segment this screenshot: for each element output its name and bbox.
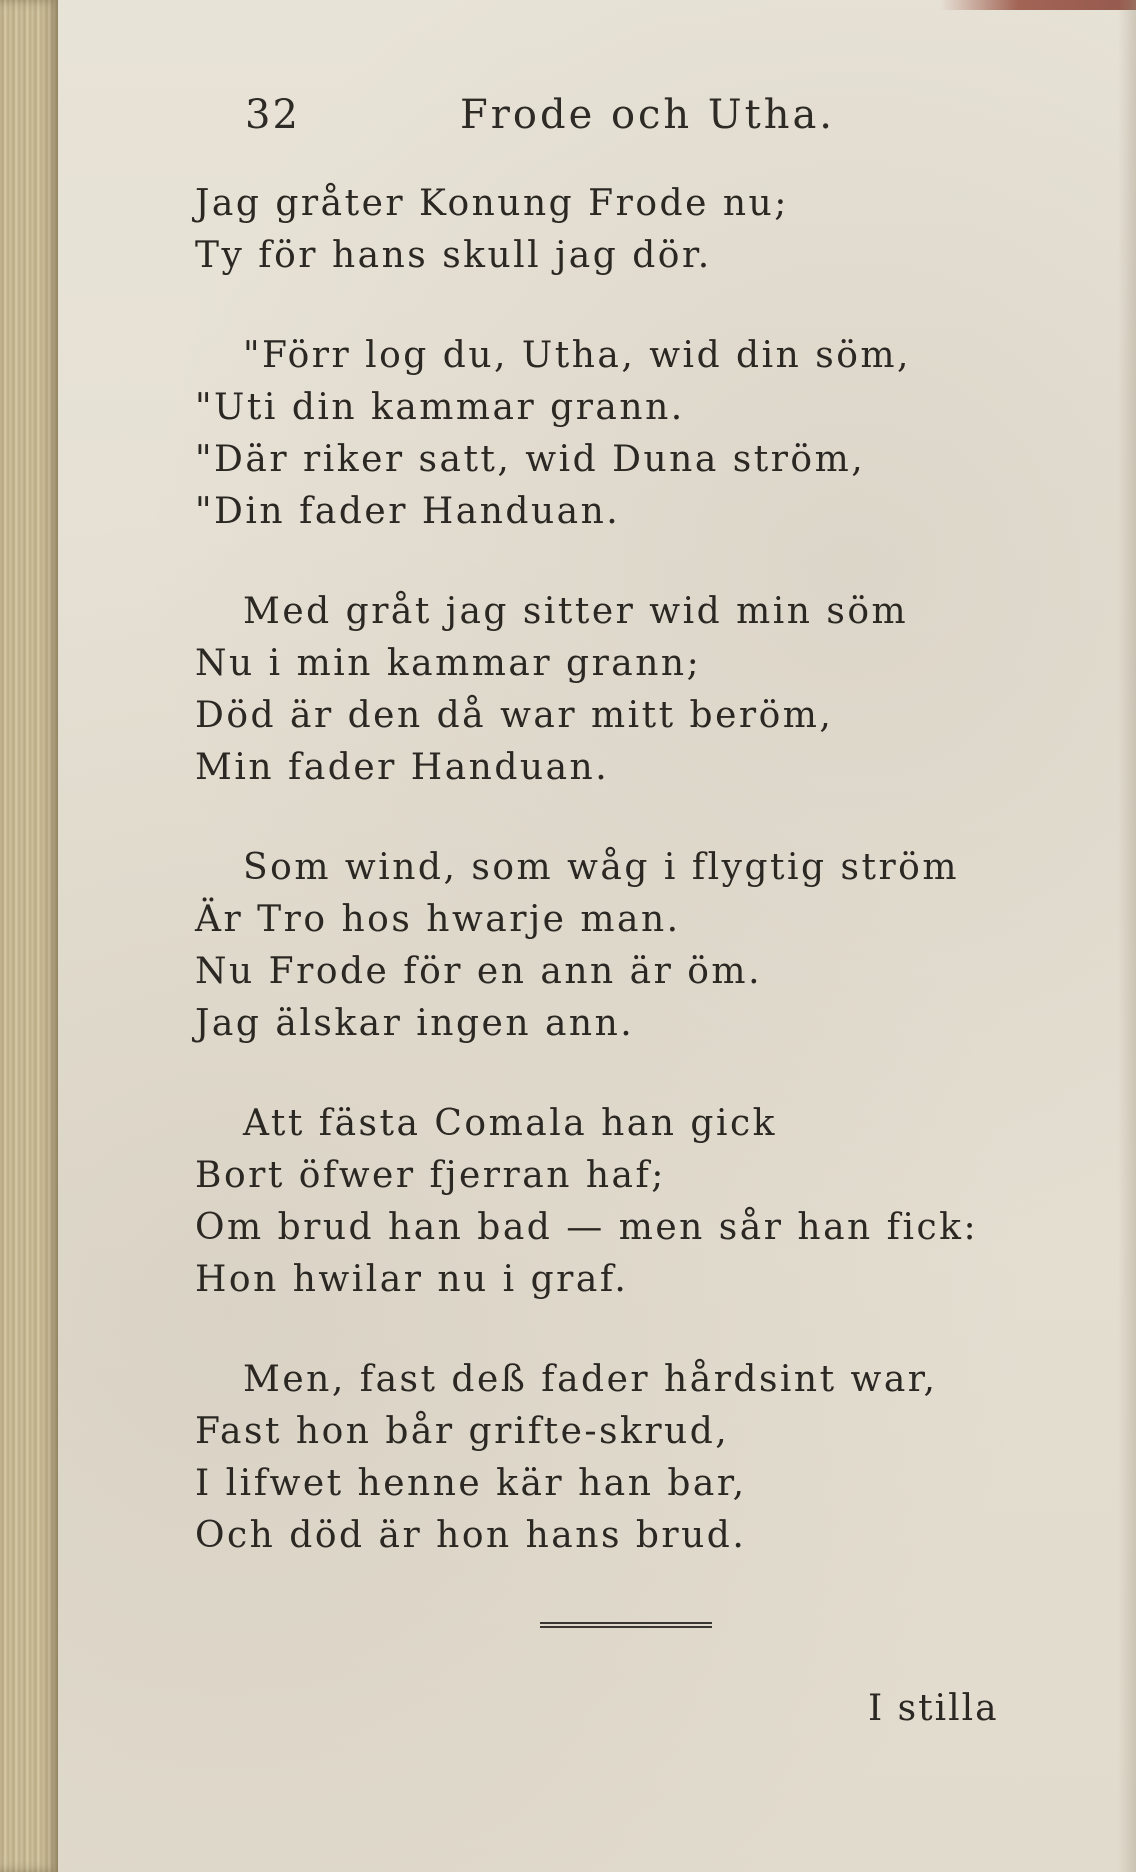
- poem-line: Att fästa Comala han gick: [243, 1103, 777, 1144]
- poem-line: Är Tro hos hwarje man.: [195, 899, 681, 940]
- stanza: [195, 1354, 1035, 1562]
- page-edge-top: [940, 0, 1136, 10]
- page-edge-right: [1118, 0, 1136, 1872]
- poem-line: Jag älskar ingen ann.: [195, 1003, 635, 1044]
- poem-line: Nu Frode för en ann är öm.: [195, 951, 763, 992]
- poem-line: I lifwet henne kär han bar,: [195, 1463, 747, 1504]
- poem-line: Som wind, som wåg i flygtig ström: [243, 847, 959, 888]
- poem-line: Och död är hon hans brud.: [195, 1515, 747, 1556]
- stanza: [195, 1098, 1035, 1306]
- poem: [195, 178, 1035, 1610]
- poem-line: Med gråt jag sitter wid min söm: [243, 591, 909, 632]
- page-header: [245, 92, 865, 142]
- poem-line: "Förr log du, Utha, wid din söm,: [243, 335, 911, 376]
- catchword: I stilla: [868, 1688, 999, 1729]
- poem-line: Död är den då war mitt beröm,: [195, 695, 834, 736]
- poem-line: "Din fader Handuan.: [195, 491, 621, 532]
- book-binding: [0, 0, 58, 1872]
- poem-line: Om brud han bad — men sår han fick:: [195, 1207, 979, 1248]
- poem-line: Fast hon bår grifte-skrud,: [195, 1411, 730, 1452]
- poem-line: Bort öfwer fjerran haf;: [195, 1155, 666, 1196]
- running-title: Frode och Utha.: [460, 92, 836, 138]
- poem-line: "Där riker satt, wid Duna ström,: [195, 439, 866, 480]
- poem-line: Hon hwilar nu i graf.: [195, 1259, 629, 1300]
- poem-line: "Uti din kammar grann.: [195, 387, 685, 428]
- stanza: [195, 586, 1035, 794]
- poem-line: Min fader Handuan.: [195, 747, 610, 788]
- stanza: [195, 330, 1035, 538]
- stanza: [195, 842, 1035, 1050]
- poem-line: Jag gråter Konung Frode nu;: [195, 183, 789, 224]
- poem-line: Men, fast deß fader hårdsint war,: [243, 1359, 938, 1400]
- page-number: 32: [245, 92, 300, 138]
- ornamental-rule: [540, 1622, 712, 1628]
- poem-line: Nu i min kammar grann;: [195, 643, 702, 684]
- poem-line: Ty för hans skull jag dör.: [195, 235, 712, 276]
- stanza: [195, 178, 1035, 282]
